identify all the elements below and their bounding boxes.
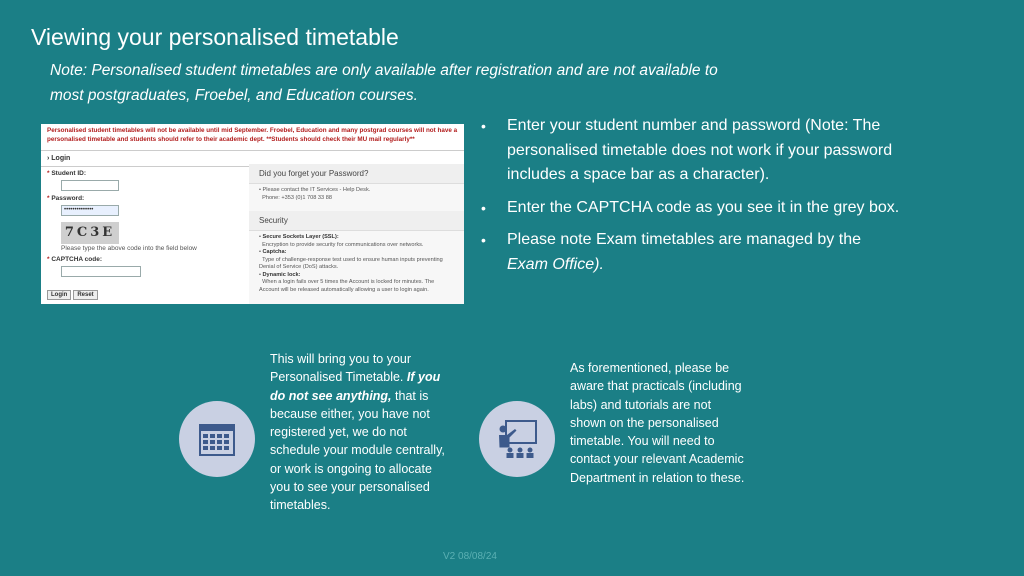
login-button[interactable]: Login bbox=[47, 290, 71, 300]
password-label-text: Password: bbox=[51, 195, 85, 202]
exam-office-emphasis: Exam Office). bbox=[507, 255, 604, 273]
ssl-text: Encryption to provide security for communications over networks. bbox=[262, 241, 424, 248]
practicals-note: As forementioned, please be aware that practicals (including labs) and tutorials are not shown on the personalised timetable. You will need to contact your relevant Academic Department in relation to these. bbox=[570, 361, 745, 485]
bullet-exam-main: Please note Exam timetables are managed by the bbox=[507, 231, 861, 248]
bullet-student-number bbox=[480, 114, 900, 188]
bullet-student-number-text: Enter your student number and password (Note: The personalised timetable does not work if your password includes a space bar as a character). bbox=[507, 117, 893, 183]
forgot-password-text: • Please contact the IT Services - Help Desk. Phone: +353 (0)1 708 33 88 bbox=[259, 187, 371, 201]
student-id-input[interactable] bbox=[61, 180, 119, 191]
para1-emphasis: If you do not see anything, bbox=[270, 370, 441, 403]
helpdesk-phone: Phone: +353 (0)1 708 33 88 bbox=[262, 194, 332, 201]
security-list: • Secure Sockets Layer (SSL): Encryption to provide security for communications over networks. • Captcha: Type of challenge-response test used to ensure human inputs preventing Denial of Service (DoS) attacks. • Dynamic lock: When a login fails over 5 times the Account is locked for minutes. The Account will be released automatically allowing a user to login again. bbox=[259, 234, 443, 293]
para1-text-b: that is because either, you have not registered yet, we do not schedule your module centrally, or work is ongoing to allocate you to see your personalised timetables. bbox=[270, 388, 445, 513]
captcha-label-text: CAPTCHA code: bbox=[51, 256, 103, 263]
para1-text-a: This will bring you to your Personalised Timetable. bbox=[270, 352, 412, 385]
forgot-contact: Please contact the IT Services - Help Desk. bbox=[262, 187, 371, 193]
registration-note: Note: Personalised student timetables are only available after registration and are not available to most postgraduates, Froebel, and Education courses. bbox=[50, 62, 718, 104]
captcha-hint: Please type the above code into the field below bbox=[61, 245, 197, 252]
timetable-warning: Personalised student timetables will not be available until mid September. Froebel, Education and many postgrad courses will not have a personalised timetable and students should refer to their academic dept. **Students should check their MU mail regularly** bbox=[47, 127, 458, 143]
instruction-list bbox=[480, 114, 900, 285]
form-buttons bbox=[47, 290, 100, 300]
help-panel bbox=[249, 164, 464, 304]
lock-text: When a login fails over 5 times the Account is locked for minutes. The Account will be released automatically allowing a user to login again. bbox=[259, 279, 435, 293]
reset-button[interactable]: Reset bbox=[73, 290, 97, 300]
teacher-board-icon bbox=[479, 401, 555, 477]
version-footer: V2 08/08/24 bbox=[443, 551, 497, 562]
password-input[interactable]: •••••••••••••• bbox=[61, 205, 119, 216]
captcha-title: Captcha: bbox=[262, 249, 287, 255]
ssl-title: Secure Sockets Layer (SSL): bbox=[262, 234, 339, 240]
lock-title: Dynamic lock: bbox=[262, 271, 301, 278]
captcha-label: * CAPTCHA code: bbox=[47, 256, 103, 263]
student-id-label: * Student ID: bbox=[47, 170, 87, 177]
calendar-icon bbox=[179, 401, 255, 477]
bullet-captcha-text: Enter the CAPTCHA code as you see it in the grey box. bbox=[507, 198, 900, 216]
login-page-screenshot bbox=[41, 124, 464, 304]
captcha-text: Type of challenge-response test used to ensure human inputs preventing Denial of Service (DoS) attacks. bbox=[259, 256, 443, 270]
captcha-image: 7C3E bbox=[61, 222, 119, 244]
teacher-icon-circle bbox=[479, 401, 555, 477]
login-form bbox=[47, 166, 247, 277]
bullet-exam-office bbox=[480, 228, 900, 277]
login-heading: › Login bbox=[41, 150, 464, 167]
forgot-password-heading: Did you forget your Password? bbox=[249, 164, 464, 184]
page-title: Viewing your personalised timetable bbox=[31, 24, 399, 50]
timetable-explanation bbox=[270, 350, 445, 515]
captcha-input[interactable] bbox=[61, 266, 141, 277]
bullet-captcha bbox=[480, 196, 900, 221]
login-heading-label: Login bbox=[51, 155, 71, 162]
calendar-icon-circle bbox=[179, 401, 255, 477]
security-heading: Security bbox=[249, 211, 464, 231]
password-label: * Password: bbox=[47, 195, 85, 202]
student-id-label-text: Student ID: bbox=[51, 170, 87, 177]
